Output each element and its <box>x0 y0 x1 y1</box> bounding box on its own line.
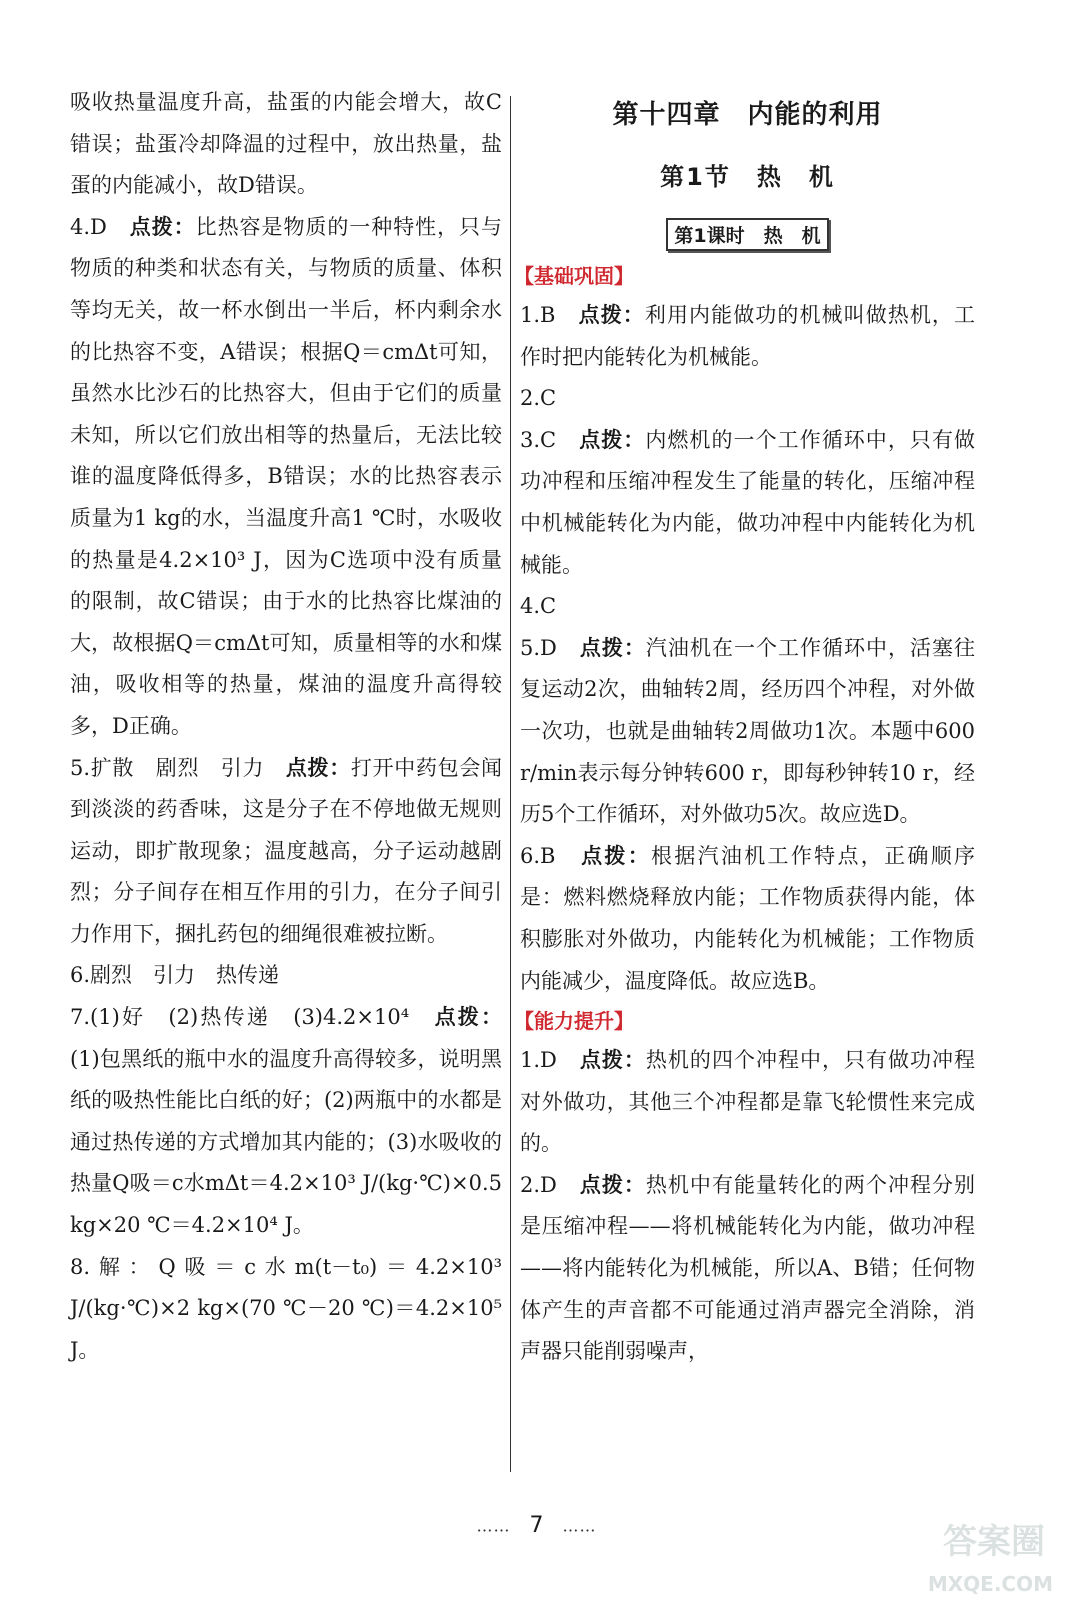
answer-number: 2.C <box>520 386 557 411</box>
watermark-logo-text: 答案圈 <box>943 1522 1045 1562</box>
answer-text: 热机的四个冲程中，只有做功冲程对外做功，其他三个冲程都是靠飞轮惯性来完成的。 <box>520 1048 976 1156</box>
answer-item <box>520 295 975 378</box>
answer-text: 利用内能做功的机械叫做热机，工作时把内能转化为机械能。 <box>520 303 976 369</box>
section-title: 第1节 热 机 <box>660 163 835 191</box>
footer-dots-right: …… <box>562 1516 597 1536</box>
lesson-title-wrap <box>520 218 975 251</box>
hint-label: 点拨： <box>579 1172 646 1197</box>
answer-item <box>70 955 502 997</box>
answer-item <box>520 420 975 586</box>
answer-number: 2.D <box>520 1172 557 1197</box>
answer-text: 内燃机的一个工作循环中，只有做功冲程和压缩冲程发生了能量的转化，压缩冲程中机械能转化为内能，做功冲程中内能转化为机械能。 <box>520 427 975 577</box>
answer-text: 根据汽油机工作特点，正确顺序是：燃料燃烧释放内能；工作物质获得内能，体积膨胀对外做功，内能转化为机械能；工作物质内能减少，温度降低。故应选B。 <box>520 843 976 993</box>
answer-number: 3.C <box>520 427 557 452</box>
answer-number: 5.D <box>520 635 557 660</box>
answer-number: 4.D <box>70 214 107 239</box>
answer-item <box>520 836 975 1002</box>
answer-item <box>520 1165 975 1373</box>
hint-label: 点拨： <box>434 1005 503 1030</box>
answer-item <box>520 586 975 628</box>
watermark-site-text: MXQE.COM <box>927 1572 1053 1596</box>
section-tag-basic: 【基础巩固】 <box>514 264 634 288</box>
answer-number: 1.D <box>520 1048 557 1073</box>
hint-label: 点拨： <box>129 214 196 239</box>
right-column <box>514 82 976 1373</box>
answer-text: 打开中药包会闻到淡淡的药香味，这是分子在不停地做无规则运动，即扩散现象；温度越高，分子运动越剧烈；分子间存在相互作用的引力，在分子间引力作用下，捆扎药包的细绳很难被拉断。 <box>70 755 502 946</box>
answer-number: 8.解： <box>70 1254 159 1279</box>
answer-number: 7.(1)好 (2)热传递 (3)4.2×10⁴ <box>70 1005 410 1030</box>
answer-item <box>70 1247 502 1372</box>
column-divider <box>510 96 511 1472</box>
answer-text: 汽油机在一个工作循环中，活塞往复运动2次，曲轴转2周，经历四个冲程，对外做一次功，也就是曲轴转2周做功1次。本题中600 r/min表示每分钟转600 r，即每秒钟转10 r，经历5个工作循环，对外做功5次。故应选D。 <box>520 635 976 827</box>
answer-item <box>520 378 975 420</box>
answer-number: 6.剧烈 引力 热传递 <box>70 963 280 988</box>
continued-paragraph: 吸收热量温度升高，盐蛋的内能会增大，故C错误；盐蛋冷却降温的过程中，放出热量，盐蛋的内能减小，故D错误。 <box>70 90 502 198</box>
left-column <box>70 82 502 1371</box>
answer-item <box>520 628 975 836</box>
answer-text: (1)包黑纸的瓶中水的温度升高得较多，说明黑纸的吸热性能比白纸的好；(2)两瓶中的水都是通过热传递的方式增加其内能的；(3)水吸收的热量Q吸＝c水mΔt＝4.2×10³ J/(kg·℃)×0.5 kg×20 ℃＝4.2×10⁴ J。 <box>70 1046 502 1238</box>
page-number: 7 <box>529 1513 544 1538</box>
page-footer <box>0 1513 1073 1538</box>
chapter-title: 第十四章 内能的利用 <box>612 100 883 130</box>
section-tag-ability: 【能力提升】 <box>514 1009 634 1034</box>
answer-item <box>70 748 502 956</box>
lesson-title: 第1课时 热 机 <box>666 218 828 251</box>
answer-text: Q吸＝c水m(t－t₀)＝4.2×10³ J/(kg·℃)×2 kg×(70 ℃－20 ℃)＝4.2×10⁵ J。 <box>70 1254 502 1362</box>
answer-number: 4.C <box>520 594 557 619</box>
hint-label: 点拨： <box>578 303 645 327</box>
answer-text: 热机中有能量转化的两个冲程分别是压缩冲程——将机械能转化为内能，做功冲程——将内能转化为机械能，所以A、B错；任何物体产生的声音都不可能通过消声器完全消除，消声器只能削弱噪声， <box>520 1172 976 1364</box>
answer-item <box>70 207 502 748</box>
answer-number: 6.B <box>520 843 556 868</box>
hint-label: 点拨： <box>579 427 646 452</box>
hint-label: 点拨： <box>285 755 351 780</box>
answer-number: 1.B <box>520 303 556 327</box>
footer-dots-left: …… <box>476 1516 511 1536</box>
hint-label: 点拨： <box>579 635 646 660</box>
answer-text: 比热容是物质的一种特性，只与物质的种类和状态有关，与物质的质量、体积等均无关，故一杯水倒出一半后，杯内剩余水的比热容不变，A错误；根据Q＝cmΔt可知，虽然水比沙石的比热容大，但由于它们的质量未知，所以它们放出相等的热量后，无法比较谁的温度降低得多，B错误；水的比热容表示质量为1 kg的水，当温度升高1 ℃时，水吸收的热量是4.2×10³ J，因为C选项中没有质量的限制，故C错误；由于水的比热容比煤油的大，故根据Q＝cmΔt可知，质量相等的水和煤油，吸收相等的热量，煤油的温度升高得较多，D正确。 <box>70 214 503 738</box>
hint-label: 点拨： <box>581 843 652 868</box>
answer-item <box>520 1040 975 1165</box>
hint-label: 点拨： <box>579 1048 646 1073</box>
answer-number: 5.扩散 剧烈 引力 <box>70 755 265 780</box>
watermark-logo <box>927 1506 1053 1596</box>
answer-item <box>70 997 502 1247</box>
